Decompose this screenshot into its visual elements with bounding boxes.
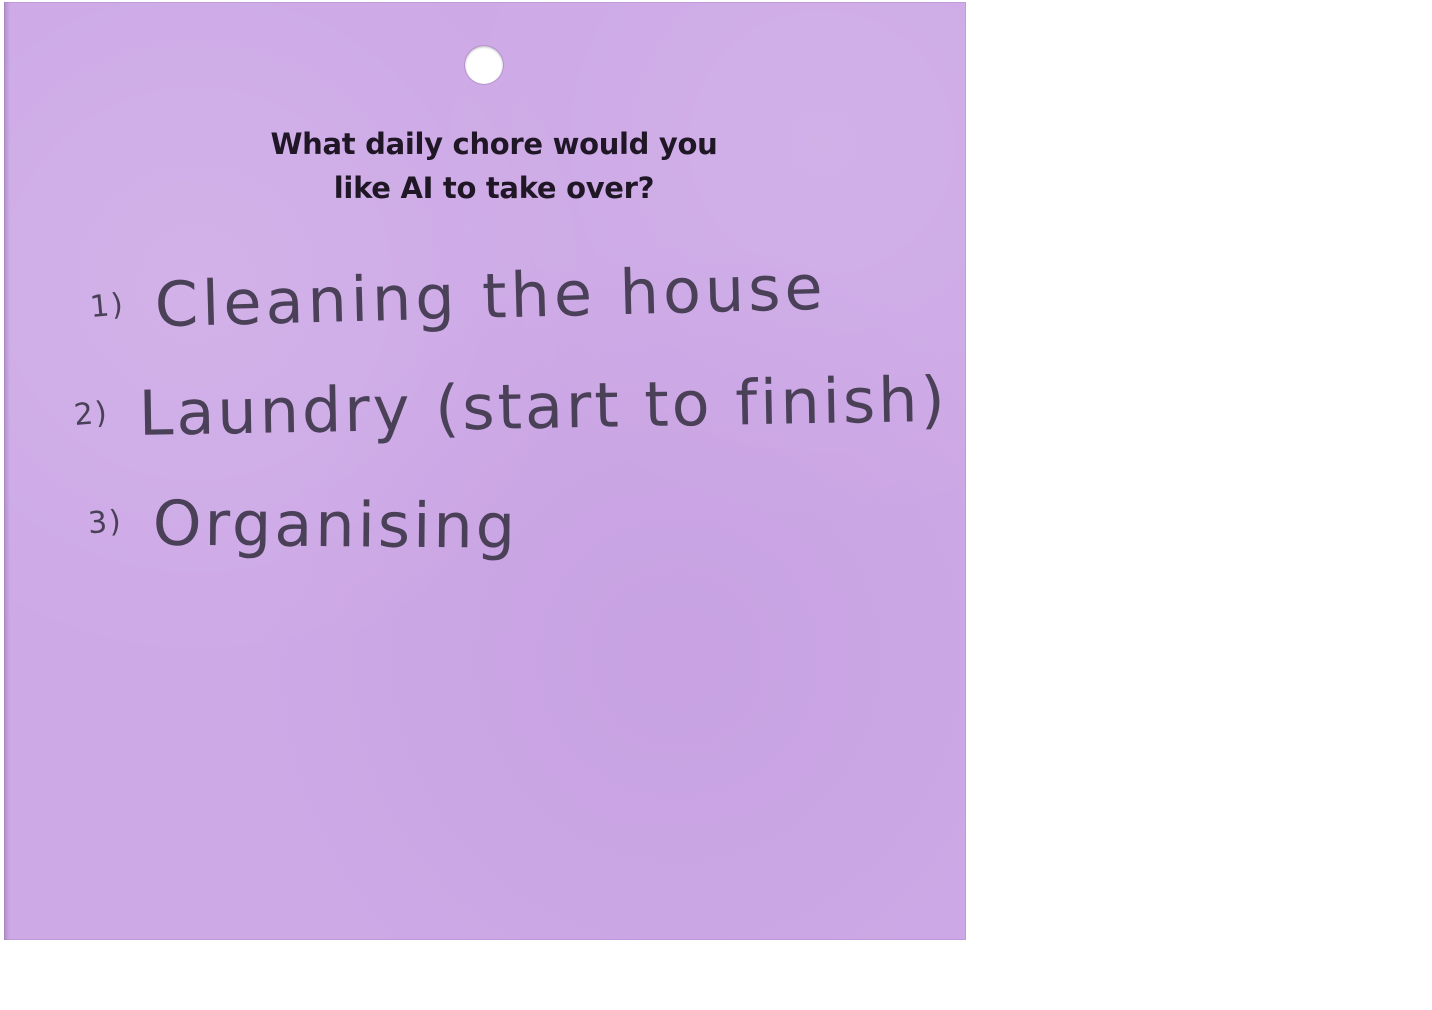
question-line-2: like AI to take over? (333, 171, 655, 205)
handwritten-answers (4, 2, 966, 940)
answer-item-3 (88, 486, 519, 563)
answer-number: 1) (88, 286, 127, 326)
answer-text: Cleaning the house (153, 250, 828, 342)
answer-item-1 (89, 251, 827, 343)
answer-text: Laundry (start to finish) (138, 362, 949, 450)
response-card (4, 2, 966, 940)
question-line-1: What daily chore would you (270, 127, 718, 161)
answer-number: 3) (86, 504, 124, 542)
answer-item-2 (73, 363, 948, 451)
answer-text: Organising (152, 486, 519, 563)
answer-number: 2) (72, 395, 111, 434)
